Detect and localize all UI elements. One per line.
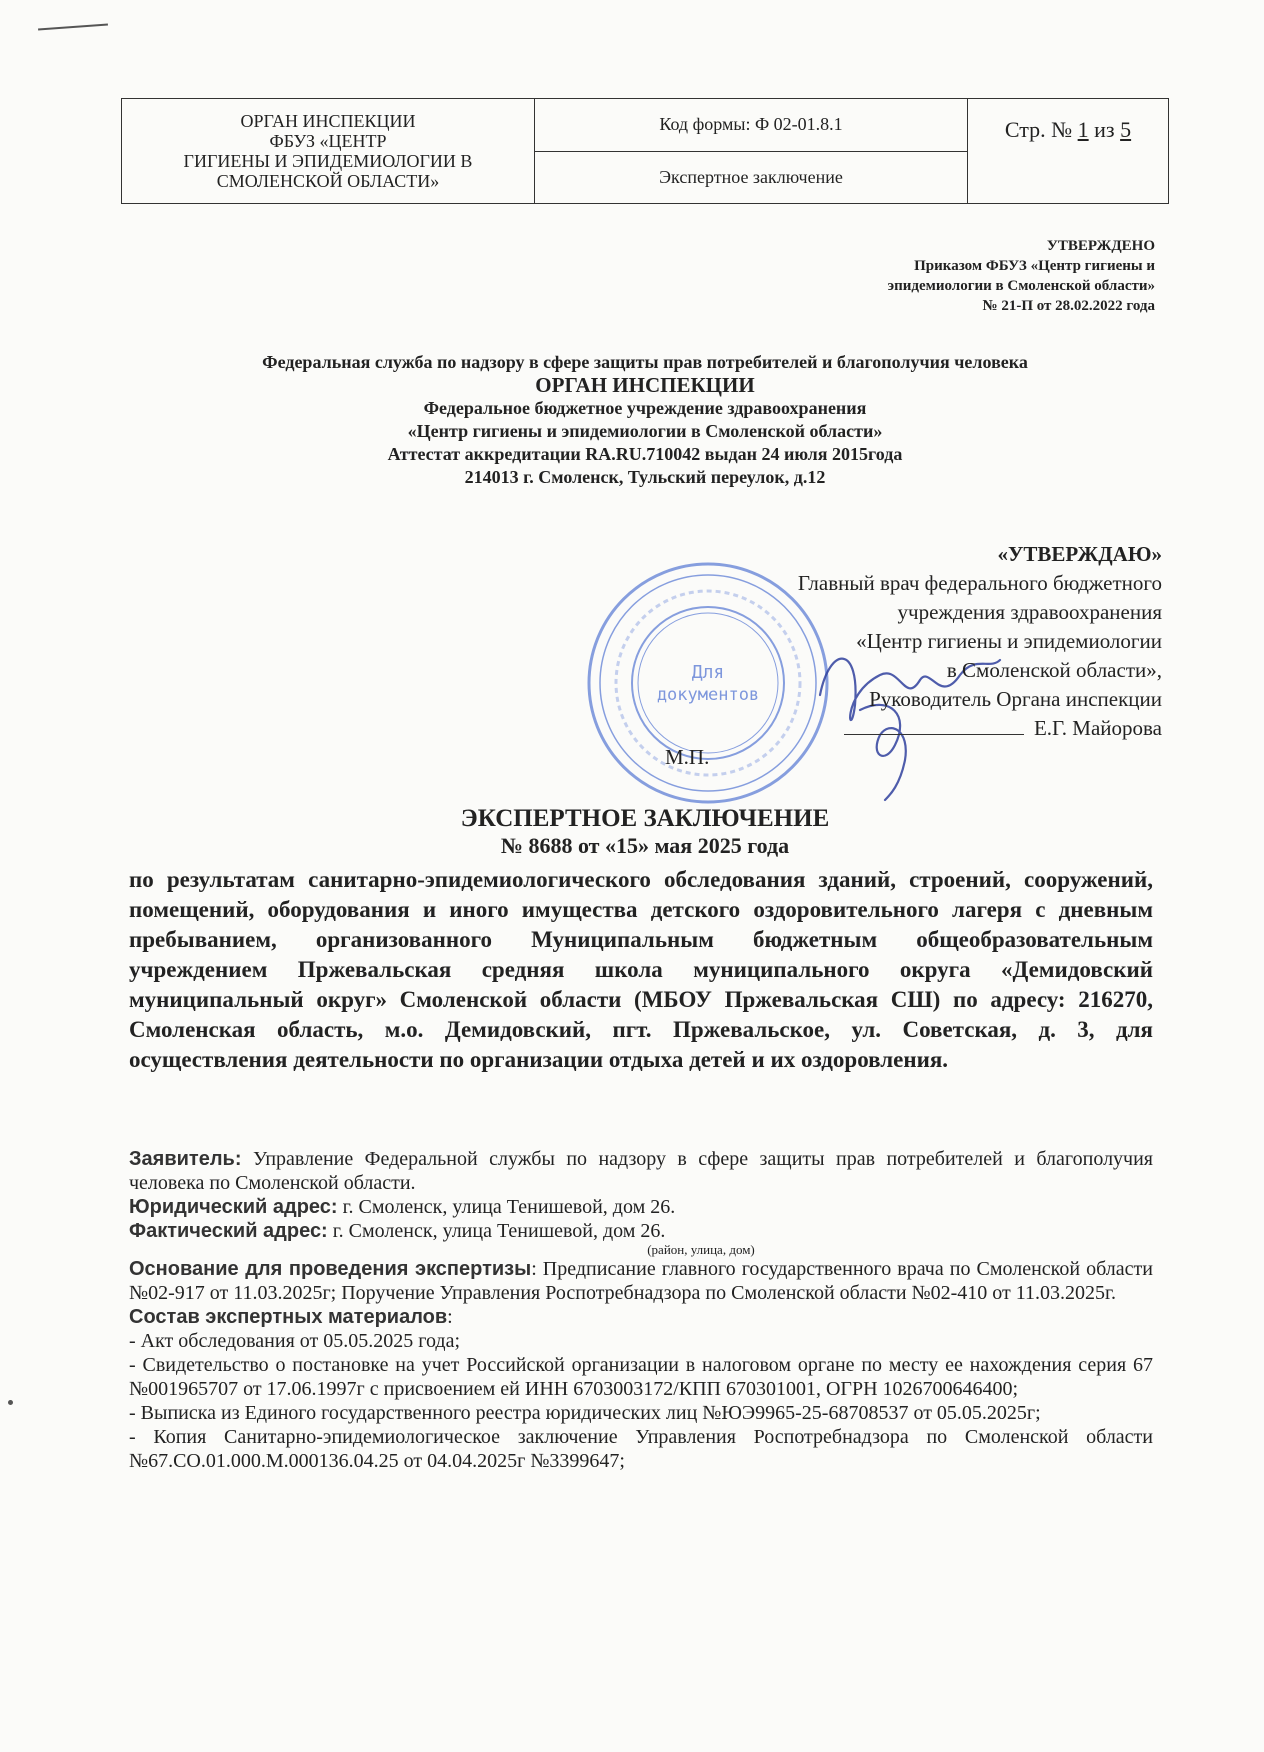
conclusion-title: ЭКСПЕРТНОЕ ЗАКЛЮЧЕНИЕ	[460, 805, 830, 832]
actual-address-text: г. Смоленск, улица Тенишевой, дом 26.	[332, 1220, 666, 1242]
approval-line: Главный врач федерального бюджетного	[797, 571, 1162, 595]
scan-mark	[38, 24, 108, 31]
order-approval-line: Приказом ФБУЗ «Центр гигиены и	[914, 258, 1155, 274]
stamp-text-top: Для	[691, 662, 725, 683]
header-page-number	[968, 99, 1169, 204]
header-org-line: СМОЛЕНСКОЙ ОБЛАСТИ»	[216, 171, 440, 191]
header-org-line: ГИГИЕНЫ И ЭПИДЕМИОЛОГИИ В	[183, 151, 473, 171]
form-header-table	[121, 98, 1169, 204]
applicant-text: Управление Федеральной службы по надзору в сфере защиты прав потребителей и благополучия человека по Смоленской области.	[129, 1148, 1154, 1194]
legal-address-text: г. Смоленск, улица Тенишевой, дом 26.	[342, 1196, 676, 1218]
approval-line: «Центр гигиены и эпидемиологии	[856, 629, 1162, 653]
materials-heading	[129, 1305, 1153, 1329]
materials-item: - Свидетельство о постановке на учет Российской организации в налоговом органе по месту ее нахождения серия 67 №001965707 от 17.06.1997г с присвоением ей ИНН 6703003172/КПП 670301001, ОГРН 1026700646400;	[129, 1354, 1153, 1400]
header-org-line: ОРГАН ИНСПЕКЦИИ	[240, 111, 416, 131]
materials-colon: :	[447, 1306, 453, 1328]
scan-dot	[8, 1400, 13, 1405]
page-of: из	[1094, 117, 1115, 142]
signature-line	[844, 716, 1024, 735]
organization-line: Федеральная служба по надзору в сфере защиты прав потребителей и благополучия человека	[262, 352, 1028, 372]
order-approval-line: УТВЕРЖДЕНО	[1046, 238, 1155, 254]
conclusion-title-block	[121, 805, 1169, 859]
approval-title: «УТВЕРЖДАЮ»	[997, 542, 1162, 566]
approval-line: Руководитель Органа инспекции	[869, 687, 1162, 711]
order-approval-line: № 21-П от 28.02.2022 года	[982, 298, 1155, 314]
actual-address-label: Фактический адрес:	[129, 1220, 328, 1242]
basis-text: : Предписание главного государственного врача по Смоленской области №02-917 от 11.03.2025г; Поручение Управления Роспотребнадзора по Смоленской области №02-410 от 11.03.2025г.	[129, 1258, 1153, 1304]
page-current: 1	[1077, 117, 1089, 142]
organization-line: ОРГАН ИНСПЕКЦИИ	[535, 373, 755, 397]
approval-line: в Смоленской области»,	[946, 658, 1162, 682]
address-hint: (район, улица, дом)	[647, 1242, 755, 1257]
seal-place-label: М.П.	[665, 745, 710, 769]
materials-label: Состав экспертных материалов	[129, 1306, 448, 1328]
approval-line: учреждения здравоохранения	[897, 600, 1162, 624]
conclusion-subject: по результатам санитарно-эпидемиологического обследования зданий, строений, сооружений, помещений, оборудования и иного имущества детского оздоровительного лагеря с дневным пребыванием, организованного Муниципальным бюджетным общеобразовательным учреждением Пржевальская средняя школа муниципального округа «Демидовский муниципальный округ» Смоленской области (МБОУ Пржевальская СШ) по адресу: 216270, Смоленская область, м.о. Демидовский, пгт. Пржевальское, ул. Советская, д. 3, для осуществления деятельности по организации отдыха детей и их оздоровления.	[129, 867, 1153, 1072]
order-approval-line: эпидемиологии в Смоленской области»	[887, 278, 1155, 294]
header-organization	[122, 99, 535, 204]
materials-item: - Копия Санитарно-эпидемиологическое заключение Управления Роспотребнадзора по Смоленской области №67.СО.01.000.М.000136.04.25 от 04.04.2025г №3399647;	[129, 1426, 1153, 1472]
actual-address-paragraph	[129, 1219, 1153, 1243]
organization-line: 214013 г. Смоленск, Тульский переулок, д.12	[464, 467, 826, 487]
header-form-code: Код формы: Ф 02-01.8.1	[535, 99, 968, 152]
materials-item: - Выписка из Единого государственного реестра юридических лиц №ЮЭ9965-25-68708537 от 05.05.2025г;	[129, 1402, 1041, 1424]
organization-line: Аттестат аккредитации RA.RU.710042 выдан 24 июля 2015года	[387, 444, 903, 464]
conclusion-number: № 8688 от «15» мая 2025 года	[500, 833, 790, 858]
basis-label: Основание для проведения экспертизы	[129, 1258, 532, 1280]
header-doc-type: Экспертное заключение	[535, 151, 968, 204]
organization-line: Федеральное бюджетное учреждение здравоохранения	[423, 398, 867, 418]
page-prefix: Стр. №	[1004, 117, 1073, 142]
header-org-line: ФБУЗ «ЦЕНТР	[269, 131, 387, 151]
conclusion-details	[129, 1147, 1153, 1473]
basis-paragraph	[129, 1257, 1153, 1305]
legal-address-paragraph	[129, 1195, 1153, 1219]
applicant-label: Заявитель:	[129, 1148, 242, 1170]
legal-address-label: Юридический адрес:	[129, 1196, 338, 1218]
organization-line: «Центр гигиены и эпидемиологии в Смоленской области»	[407, 421, 883, 441]
stamp-text-bottom: документов	[656, 685, 760, 705]
order-approval-block	[888, 236, 1155, 316]
applicant-paragraph	[129, 1147, 1153, 1195]
organization-block	[121, 351, 1169, 489]
materials-item: - Акт обследования от 05.05.2025 года;	[129, 1330, 460, 1352]
signer-name: Е.Г. Майорова	[1033, 716, 1162, 740]
director-approval-block	[798, 540, 1162, 743]
page-total: 5	[1120, 117, 1132, 142]
